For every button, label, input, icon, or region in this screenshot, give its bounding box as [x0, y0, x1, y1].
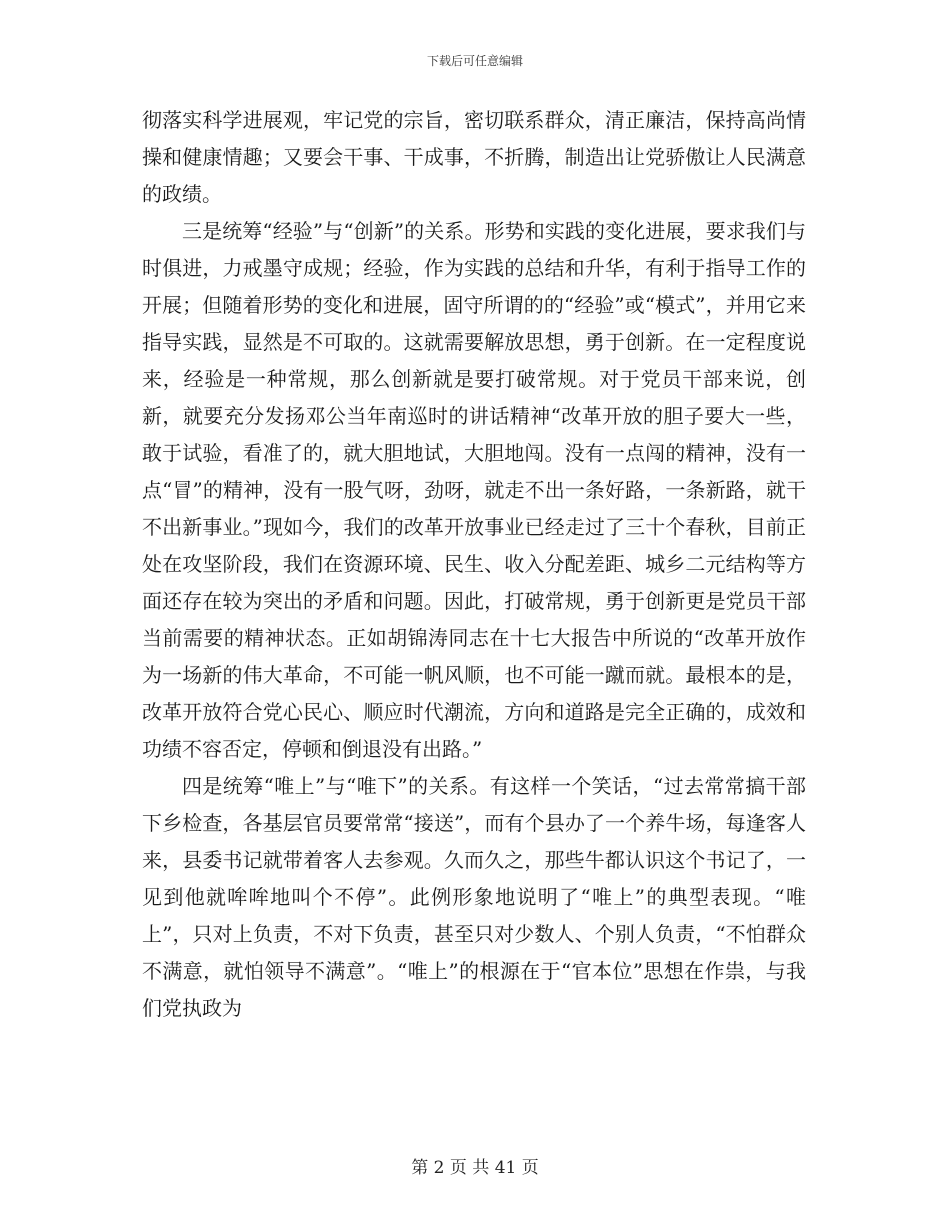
paragraph-upward-downward: 四是统筹“唯上”与“唯下”的关系。有这样一个笑话，“过去常常搞干部下乡检查，各基层官员要常常“接送”，而有个县办了一个养牛场，每逢客人来，县委书记就带着客人去参观。久而久之，那些牛都认识这个书记了，一见到他就哞哞地叫个不停”。此例形象地说明了“唯上”的典型表现。“唯上”，只对上负责，不对下负责，甚至只对少数人、个别人负责，“不怕群众不满意，就怕领导不满意”。“唯上”的根源在于“官本位”思想在作祟，与我们党执政为	[142, 774, 806, 1020]
header-note: 下载后可任意编辑	[426, 54, 523, 68]
page-number-footer: 第 2 页 共 41 页	[411, 1158, 539, 1178]
document-body	[142, 102, 806, 1027]
paragraph-experience-innovation: 三是统筹“经验”与“创新”的关系。形势和实践的变化进展，要求我们与时俱进，力戒墨守成规；经验，作为实践的总结和升华，有利于指导工作的开展；但随着形势的变化和进展，固守所谓的的“经验”或“模式”，并用它来指导实践，显然是不可取的。这就需要解放思想，勇于创新。在一定程度说来，经验是一种常规，那么创新就是要打破常规。对于党员干部来说，创新，就要充分发扬邓公当年南巡时的讲话精神“改革开放的胆子要大一些，敢于试验，看准了的，就大胆地试，大胆地闯。没有一点闯的精神，没有一点“冒”的精神，没有一股气呀，劲呀，就走不出一条好路，一条新路，就干不出新事业。”现如今，我们的改革开放事业已经走过了三十个春秋，目前正处在攻坚阶段，我们在资源环境、民生、收入分配差距、城乡二元结构等方面还存在较为突出的矛盾和问题。因此，打破常规，勇于创新更是党员干部当前需要的精神状态。正如胡锦涛同志在十七大报告中所说的“改革开放作为一场新的伟大革命，不可能一帆风顺，也不可能一蹴而就。最根本的是，改革开放符合党心民心、顺应时代潮流，方向和道路是完全正确的，成效和功绩不容否定，停顿和倒退没有出路。”	[142, 219, 806, 761]
paragraph-continuation: 彻落实科学进展观，牢记党的宗旨，密切联系群众，清正廉洁，保持高尚情操和健康情趣；又要会干事、干成事，不折腾，制造出让党骄傲让人民满意的政绩。	[142, 108, 806, 206]
